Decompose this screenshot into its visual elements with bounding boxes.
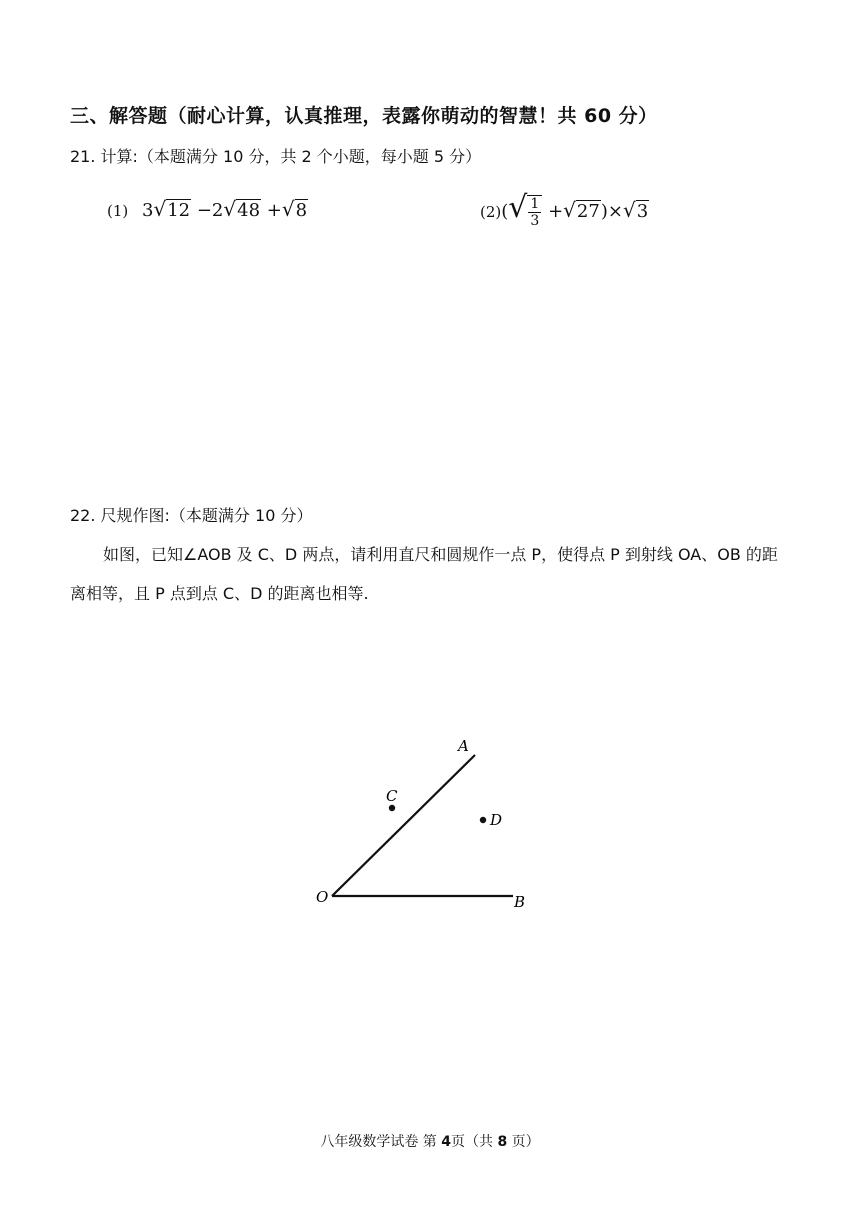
coef-1: 3 [141,200,154,221]
label-b: B [514,893,526,911]
footer-suffix: 页） [507,1134,540,1150]
radical-3: √3 [622,198,649,222]
paren-open: ( [501,201,509,222]
question-21-title: 21. 计算:（本题满分 10 分，共 2 个小题，每小题 5 分） [70,147,482,166]
question-22-text-line2: 离相等，且 P 点到点 C、D 的距离也相等. [70,584,369,603]
point-c [389,805,395,811]
q21-part1-label: (1) [107,202,129,220]
radical-27: √27 [563,198,600,222]
label-o: O [316,888,329,906]
question-22-text-line1: 如图，已知∠AOB 及 C、D 两点，请利用直尺和圆规作一点 P，使得点 P 到射线 OA、OB 的距 [103,545,778,564]
section-title: 三、解答题（耐心计算，认真推理，表露你萌动的智慧！共 60 分） [70,105,658,127]
radical-48: √48 [223,197,261,221]
paren-close: ) [600,201,608,222]
q21-part2-label: (2) [480,203,502,221]
radical-fraction: √ $\frac{1}{3}$ [508,190,542,229]
label-c: C [386,787,398,805]
q21-part1-expression [107,197,308,221]
label-d: D [490,811,503,829]
radical-12: √12 [153,197,191,221]
radical-8: √8 [281,197,308,221]
operator-times: × [607,201,623,222]
ray-oa [332,755,475,896]
operator-plus: + [548,201,564,222]
label-a: A [458,737,469,755]
angle-aob-figure [300,725,540,920]
footer-middle: 页（共 [451,1134,498,1150]
question-22-title: 22. 尺规作图:（本题满分 10 分） [70,506,313,525]
footer-prefix: 八年级数学试卷 第 [320,1134,442,1150]
point-d [480,817,486,823]
q21-part2-expression [480,190,649,229]
operator-plus: + [266,200,282,221]
footer-page-number: 4 [441,1134,451,1150]
page-footer [0,1131,860,1151]
operator-minus-2: −2 [196,200,224,221]
footer-page-total: 8 [497,1134,508,1150]
